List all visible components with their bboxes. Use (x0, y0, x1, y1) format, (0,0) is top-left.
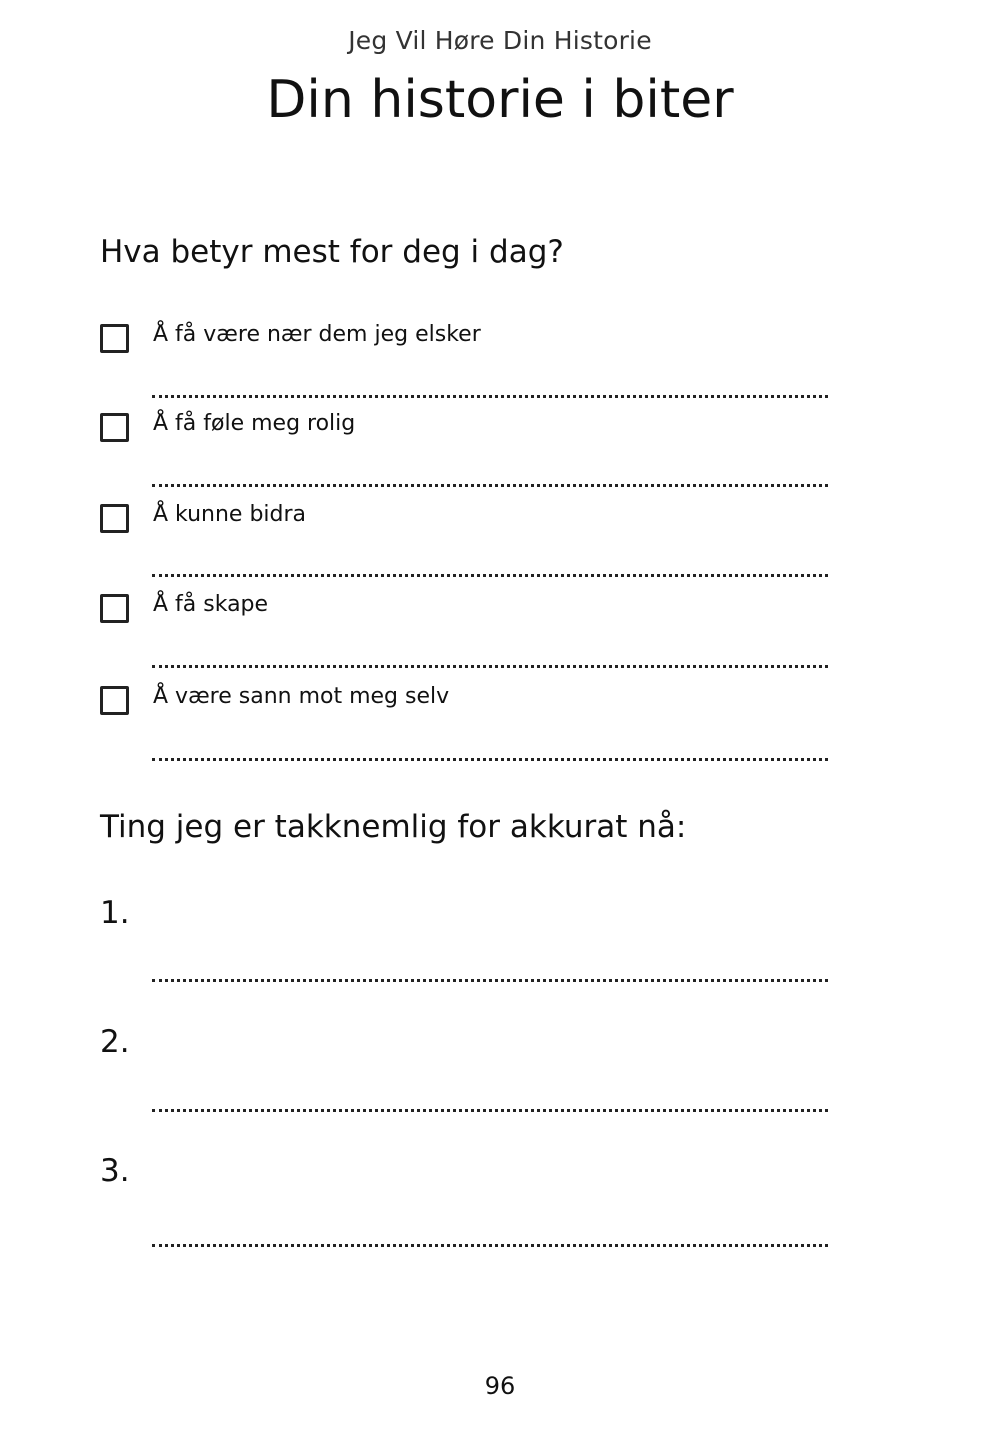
checkbox[interactable] (100, 504, 129, 533)
value-item (100, 322, 830, 362)
page-title: Din historie i biter (266, 70, 734, 130)
gratitude-write-line[interactable] (152, 1240, 828, 1247)
value-label: Å kunne bidra (153, 502, 307, 527)
page-number: 96 (484, 1372, 516, 1400)
gratitude-write-line[interactable] (152, 1105, 828, 1112)
checkbox[interactable] (100, 324, 129, 353)
value-item (100, 684, 830, 724)
value-write-line[interactable] (152, 480, 828, 487)
value-label: Å være sann mot meg selv (153, 684, 450, 709)
gratitude-heading: Ting jeg er takknemlig for akkurat nå: (100, 809, 687, 845)
checkbox[interactable] (100, 413, 129, 442)
checkbox[interactable] (100, 594, 129, 623)
checkbox[interactable] (100, 686, 129, 715)
value-write-line[interactable] (152, 391, 828, 398)
value-label: Å få være nær dem jeg elsker (153, 322, 481, 347)
values-heading: Hva betyr mest for deg i dag? (100, 234, 564, 270)
value-label: Å få skape (153, 592, 269, 617)
value-item (100, 592, 830, 632)
book-title: Jeg Vil Høre Din Historie (348, 26, 652, 55)
gratitude-number: 2. (100, 1024, 130, 1060)
value-write-line[interactable] (152, 661, 828, 668)
value-write-line[interactable] (152, 570, 828, 577)
value-label: Å få føle meg rolig (153, 411, 356, 436)
gratitude-write-line[interactable] (152, 975, 828, 982)
value-item (100, 411, 830, 451)
gratitude-number: 3. (100, 1153, 130, 1189)
value-item (100, 502, 830, 542)
value-write-line[interactable] (152, 754, 828, 761)
gratitude-number: 1. (100, 895, 130, 931)
